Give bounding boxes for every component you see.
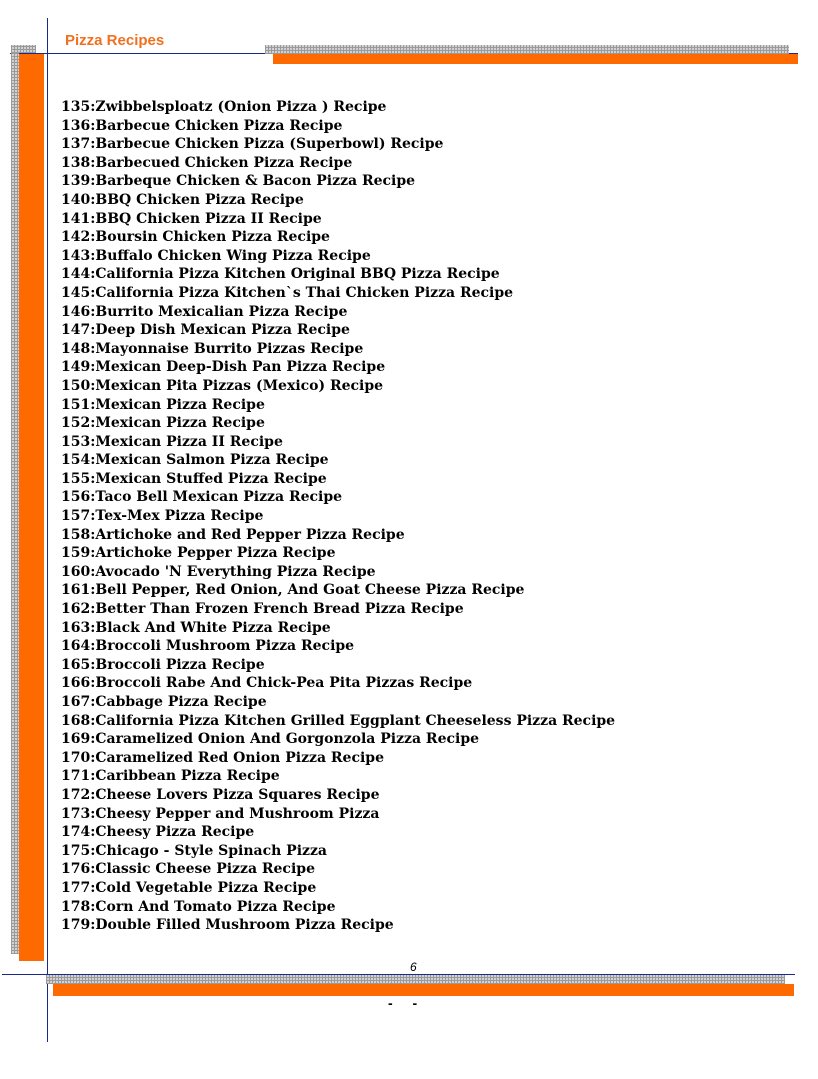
header-orange-bar xyxy=(273,54,798,64)
list-item: 135:Zwibbelsploatz (Onion Pizza ) Recipe xyxy=(61,99,387,115)
footer-marks: - - xyxy=(388,995,426,1011)
list-item: 136:Barbecue Chicken Pizza Recipe xyxy=(61,117,343,134)
recipe-list xyxy=(61,98,615,935)
list-item: 174:Cheesy Pizza Recipe xyxy=(61,824,255,841)
list-item: 141:BBQ Chicken Pizza II Recipe xyxy=(61,210,322,227)
list-item: 153:Mexican Pizza II Recipe xyxy=(61,433,283,450)
left-grid-stripe xyxy=(11,53,19,954)
list-item: 179:Double Filled Mushroom Pizza Recipe xyxy=(61,917,394,934)
list-item: 154:Mexican Salmon Pizza Recipe xyxy=(61,452,329,469)
list-item: 155:Mexican Stuffed Pizza Recipe xyxy=(61,470,327,487)
list-item: 146:Burrito Mexicalian Pizza Recipe xyxy=(61,303,348,320)
list-item: 172:Cheese Lovers Pizza Squares Recipe xyxy=(61,786,380,803)
list-item: 143:Buffalo Chicken Wing Pizza Recipe xyxy=(61,247,371,264)
list-item: 147:Deep Dish Mexican Pizza Recipe xyxy=(61,322,350,339)
list-item: 152:Mexican Pizza Recipe xyxy=(61,415,265,432)
list-item: 175:Chicago - Style Spinach Pizza xyxy=(61,842,327,859)
left-orange-stripe xyxy=(19,54,44,961)
list-item: 168:California Pizza Kitchen Grilled Eggplant Cheeseless Pizza Recipe xyxy=(61,712,616,729)
list-item: 164:Broccoli Mushroom Pizza Recipe xyxy=(61,638,355,655)
list-item: 166:Broccoli Rabe And Chick-Pea Pita Pizzas Recipe xyxy=(61,675,473,692)
list-item: 138:Barbecued Chicken Pizza Recipe xyxy=(61,154,353,171)
list-item: 137:Barbecue Chicken Pizza (Superbowl) Recipe xyxy=(61,136,444,153)
left-rule xyxy=(47,18,48,1042)
header-grid-bar-left xyxy=(11,45,36,53)
list-item: 162:Better Than Frozen French Bread Pizza Recipe xyxy=(61,601,464,618)
list-item: 142:Boursin Chicken Pizza Recipe xyxy=(61,229,330,246)
list-item: 170:Caramelized Red Onion Pizza Recipe xyxy=(61,749,384,766)
list-item: 139:Barbeque Chicken & Bacon Pizza Recipe xyxy=(61,173,416,190)
list-item: 169:Caramelized Onion And Gorgonzola Pizza Recipe xyxy=(61,731,480,748)
list-item: 149:Mexican Deep-Dish Pan Pizza Recipe xyxy=(61,359,386,376)
list-item: 144:California Pizza Kitchen Original BBQ Pizza Recipe xyxy=(61,266,500,283)
list-item: 151:Mexican Pizza Recipe xyxy=(61,396,265,413)
list-item: 150:Mexican Pita Pizzas (Mexico) Recipe xyxy=(61,377,384,394)
list-item: 167:Cabbage Pizza Recipe xyxy=(61,694,267,710)
list-item: 177:Cold Vegetable Pizza Recipe xyxy=(61,879,317,896)
list-item: 145:California Pizza Kitchen`s Thai Chicken Pizza Recipe xyxy=(61,284,514,301)
list-item: 140:BBQ Chicken Pizza Recipe xyxy=(61,191,304,208)
list-item: 176:Classic Cheese Pizza Recipe xyxy=(61,861,315,878)
footer-grid-bar xyxy=(46,975,785,984)
header-grid-bar xyxy=(265,45,789,54)
list-item: 161:Bell Pepper, Red Onion, And Goat Cheese Pizza Recipe xyxy=(61,582,525,599)
list-item: 171:Caribbean Pizza Recipe xyxy=(61,768,280,785)
list-item: 173:Cheesy Pepper and Mushroom Pizza xyxy=(61,805,380,822)
list-item: 178:Corn And Tomato Pizza Recipe xyxy=(61,898,336,915)
page-header-title: Pizza Recipes xyxy=(65,32,165,49)
page-number: 6 xyxy=(410,960,417,974)
list-item: 158:Artichoke and Red Pepper Pizza Recipe xyxy=(61,526,405,543)
list-item: 165:Broccoli Pizza Recipe xyxy=(61,656,265,673)
list-item: 157:Tex-Mex Pizza Recipe xyxy=(61,508,264,525)
list-item: 163:Black And White Pizza Recipe xyxy=(61,619,331,636)
list-item: 148:Mayonnaise Burrito Pizzas Recipe xyxy=(61,340,364,357)
list-item: 160:Avocado 'N Everything Pizza Recipe xyxy=(61,563,376,580)
list-item: 159:Artichoke Pepper Pizza Recipe xyxy=(61,545,336,562)
list-item: 156:Taco Bell Mexican Pizza Recipe xyxy=(61,489,343,506)
